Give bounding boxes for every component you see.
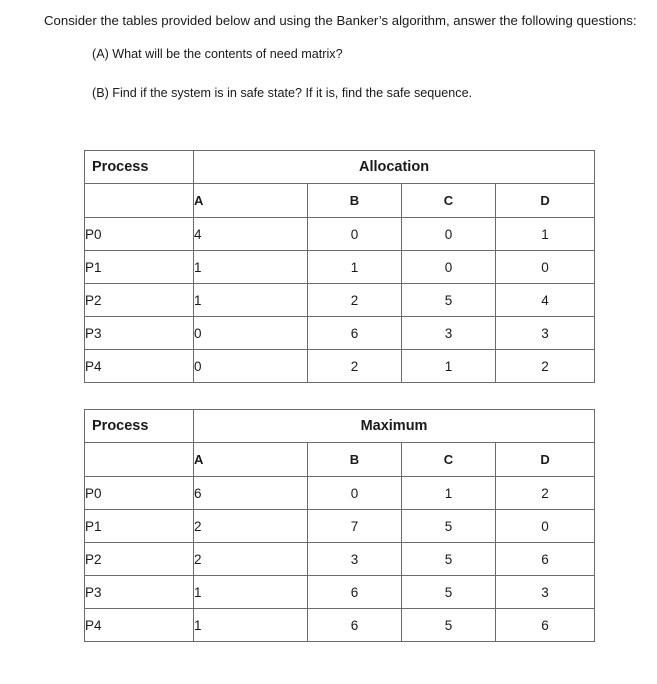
value-cell: 2 xyxy=(496,350,595,383)
column-header: D xyxy=(496,184,595,218)
process-cell: P4 xyxy=(85,609,194,642)
value-cell: 2 xyxy=(194,510,308,543)
allocation-table xyxy=(84,150,595,383)
value-cell: 4 xyxy=(194,218,308,251)
value-cell: 2 xyxy=(308,284,402,317)
table-row xyxy=(85,317,595,350)
value-cell: 6 xyxy=(308,576,402,609)
table-row xyxy=(85,477,595,510)
process-cell: P0 xyxy=(85,477,194,510)
value-cell: 3 xyxy=(496,576,595,609)
question-b: (B) Find if the system is in safe state? If it is, find the safe sequence. xyxy=(92,86,473,100)
question-a: (A) What will be the contents of need matrix? xyxy=(92,47,343,61)
table-row xyxy=(85,251,595,284)
value-cell: 2 xyxy=(308,350,402,383)
value-cell: 1 xyxy=(496,218,595,251)
maximum-table xyxy=(84,409,595,642)
value-cell: 0 xyxy=(402,218,496,251)
column-header: B xyxy=(308,443,402,477)
value-cell: 5 xyxy=(402,609,496,642)
value-cell: 2 xyxy=(496,477,595,510)
value-cell: 6 xyxy=(496,543,595,576)
column-header: A xyxy=(194,443,308,477)
value-cell: 7 xyxy=(308,510,402,543)
column-header: C xyxy=(402,184,496,218)
table-row xyxy=(85,609,595,642)
value-cell: 0 xyxy=(308,218,402,251)
value-cell: 3 xyxy=(308,543,402,576)
value-cell: 6 xyxy=(194,477,308,510)
value-cell: 1 xyxy=(194,576,308,609)
empty-cell xyxy=(85,443,194,477)
table-row xyxy=(85,510,595,543)
column-header: D xyxy=(496,443,595,477)
table-row xyxy=(85,543,595,576)
value-cell: 5 xyxy=(402,576,496,609)
value-cell: 1 xyxy=(308,251,402,284)
value-cell: 0 xyxy=(194,350,308,383)
value-cell: 2 xyxy=(194,543,308,576)
process-cell: P4 xyxy=(85,350,194,383)
value-cell: 1 xyxy=(402,350,496,383)
value-cell: 6 xyxy=(308,609,402,642)
process-cell: P2 xyxy=(85,543,194,576)
table-row xyxy=(85,218,595,251)
value-cell: 5 xyxy=(402,510,496,543)
value-cell: 3 xyxy=(402,317,496,350)
column-header: B xyxy=(308,184,402,218)
value-cell: 0 xyxy=(402,251,496,284)
value-cell: 6 xyxy=(308,317,402,350)
value-cell: 5 xyxy=(402,284,496,317)
process-cell: P0 xyxy=(85,218,194,251)
value-cell: 1 xyxy=(194,284,308,317)
table-row xyxy=(85,576,595,609)
value-cell: 1 xyxy=(194,609,308,642)
process-cell: P1 xyxy=(85,510,194,543)
value-cell: 0 xyxy=(308,477,402,510)
process-cell: P3 xyxy=(85,576,194,609)
column-header: C xyxy=(402,443,496,477)
value-cell: 4 xyxy=(496,284,595,317)
value-cell: 3 xyxy=(496,317,595,350)
process-cell: P1 xyxy=(85,251,194,284)
table-title: Allocation xyxy=(194,151,595,184)
table-title: Maximum xyxy=(194,410,595,443)
value-cell: 1 xyxy=(402,477,496,510)
value-cell: 0 xyxy=(496,510,595,543)
intro-text: Consider the tables provided below and using the Banker’s algorithm, answer the following questions: xyxy=(44,13,637,28)
value-cell: 0 xyxy=(194,317,308,350)
table-row xyxy=(85,350,595,383)
value-cell: 6 xyxy=(496,609,595,642)
column-header: A xyxy=(194,184,308,218)
value-cell: 5 xyxy=(402,543,496,576)
process-header: Process xyxy=(85,151,194,184)
value-cell: 1 xyxy=(194,251,308,284)
table-row xyxy=(85,284,595,317)
value-cell: 0 xyxy=(496,251,595,284)
process-cell: P3 xyxy=(85,317,194,350)
process-cell: P2 xyxy=(85,284,194,317)
process-header: Process xyxy=(85,410,194,443)
empty-cell xyxy=(85,184,194,218)
